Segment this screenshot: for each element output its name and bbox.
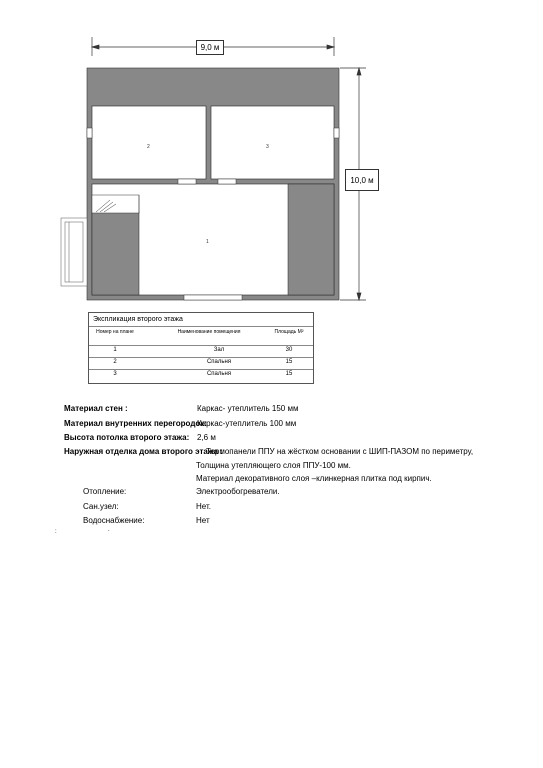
wc-value: Нет. — [196, 502, 211, 511]
row-1-number: 1 — [113, 347, 117, 353]
explication-table-frame — [88, 312, 314, 384]
footer-mark-right: . — [108, 527, 110, 533]
room-2 — [92, 106, 206, 179]
water-value: Нет — [196, 516, 210, 525]
floor-plan — [0, 0, 543, 310]
header-number: Номер на плане — [96, 329, 134, 335]
row-3-area: 15 — [285, 371, 293, 377]
partitions-label: Материал внутренних перегородок: — [64, 419, 207, 428]
row-1-name: Зал — [213, 347, 225, 353]
heating-label: Отопление: — [83, 487, 127, 496]
water-label: Водоснабжение: — [83, 516, 145, 525]
exterior-value-3: Материал декоративного слоя –клинкерная плитка под кирпич. — [196, 474, 432, 483]
row-2-area: 15 — [285, 359, 293, 365]
partitions-value: Каркас-утеплитель 100 мм — [197, 419, 297, 428]
hall-right-block — [288, 184, 334, 295]
staircase — [92, 195, 139, 213]
row-1-area: 30 — [285, 347, 293, 353]
footer-mark-left: : — [55, 529, 57, 535]
exterior-value-2: Толщина утепляющего слоя ППУ-100 мм. — [196, 461, 351, 470]
header-name: Наименование помещения — [177, 329, 241, 335]
row-3-number: 3 — [113, 371, 117, 377]
row-2-number: 2 — [113, 359, 117, 365]
hall-left-block — [92, 212, 139, 295]
room-number-1: 1 — [206, 239, 209, 245]
wc-label: Сан.узел: — [83, 502, 119, 511]
heating-value: Электрообогреватели. — [196, 487, 280, 496]
room-3 — [211, 106, 334, 179]
room-number-2: 2 — [147, 144, 150, 150]
exterior-value-1: Термопанели ППУ на жёстком основании с ШИП-ПАЗОМ по периметру, — [206, 447, 474, 456]
row-3-name: Спальня — [206, 371, 232, 377]
header-area: Площадь М² — [274, 329, 304, 335]
room-number-3: 3 — [266, 144, 269, 150]
walls-value: Каркас- утеплитель 150 мм — [197, 404, 299, 413]
walls-label: Материал стен : — [64, 404, 128, 413]
left-balcony — [61, 218, 87, 286]
row-2-name: Спальня — [206, 359, 232, 365]
ceiling-value: 2,6 м — [197, 433, 216, 442]
explication-title: Экспликация второго этажа — [93, 316, 183, 323]
width-dimension-label: 9,0 м — [196, 40, 224, 55]
exterior-label: Наружная отделка дома второго этажа : — [64, 447, 223, 456]
height-dimension-label: 10,0 м — [345, 169, 379, 191]
ceiling-label: Высота потолка второго этажа: — [64, 433, 190, 442]
